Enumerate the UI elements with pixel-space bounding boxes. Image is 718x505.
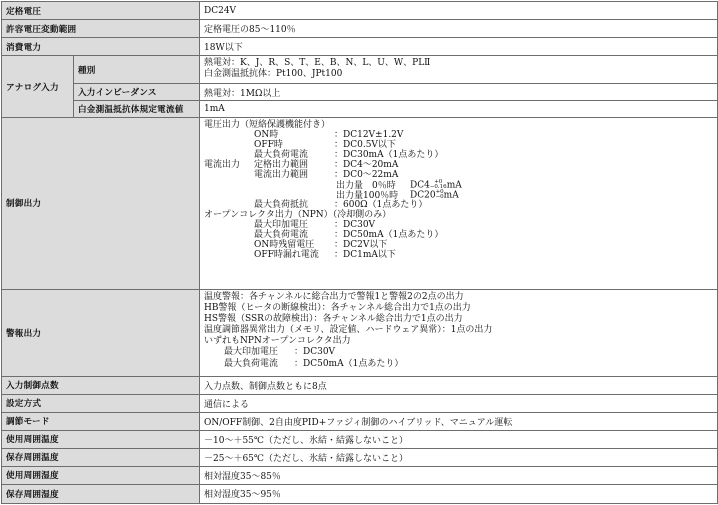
vmax-line	[204, 150, 717, 160]
op-temp-label: 使用周囲温度	[2, 430, 200, 448]
off-line	[204, 140, 717, 150]
on-label: ON時	[254, 130, 279, 141]
cur-range-value: ：DC4～20mA	[334, 160, 399, 171]
op-hum-label: 使用周囲湿度	[2, 466, 200, 484]
out0-sup: +0	[434, 179, 443, 186]
oc-off-label: OFF時漏れ電流	[254, 250, 319, 261]
st-hum-label: 保存周囲湿度	[2, 484, 200, 503]
power-label: 消費電力	[2, 38, 200, 56]
on-line	[204, 130, 717, 140]
row-allowable-range	[2, 20, 718, 38]
rtd-current-value: 1mA	[200, 101, 718, 118]
spec-table	[1, 1, 718, 504]
oc-off-value: ：DC1mA以下	[334, 250, 396, 261]
rated-voltage-label: 定格電圧	[2, 2, 200, 20]
alarm-max-i-value: ：DC50mA（1点あたり）	[294, 358, 404, 369]
row-control-output	[2, 118, 718, 289]
row-setting	[2, 394, 718, 412]
out100-sub: −0	[435, 194, 444, 201]
cur-out-line	[204, 170, 717, 180]
on-value: ：DC12V±1.2V	[334, 130, 404, 141]
out0-sub: −0.16	[429, 184, 447, 191]
cur-range-label: 定格出力範囲	[254, 160, 309, 171]
out100-suffix: mA	[443, 190, 459, 201]
out0-prefix: DC4	[410, 180, 430, 191]
alarm-max-v-value: ：DC30V	[294, 347, 336, 358]
row-rated-voltage	[2, 2, 718, 20]
mode-label: 調節モード	[2, 412, 200, 430]
row-power	[2, 38, 718, 56]
alarm-line: 温度警報：各チャンネルに総合出力で警報1と警報2の2点の出力	[204, 291, 464, 302]
rated-voltage-value: DC24V	[200, 2, 718, 20]
alarm-line: HS警報（SSRの故障検出）：各チャンネル総合出力で1点の出力	[204, 313, 463, 324]
current-output-header: 電流出力	[204, 160, 241, 171]
io-points-value: 入力点数、制御点数ともに8点	[200, 376, 718, 394]
oc-on-line	[204, 240, 717, 250]
oc-i-value: ：DC50mA（1点あたり）	[334, 230, 444, 241]
row-st-temp	[2, 448, 718, 466]
st-hum-value: 相対湿度35～95％	[200, 484, 718, 503]
oc-v-value: ：DC30V	[334, 220, 376, 231]
current-range-line	[204, 160, 717, 170]
analog-type-line: 熱電対：K、J、R、S、T、E、B、N、L、U、W、PLⅡ	[204, 58, 431, 69]
setting-value: 通信による	[200, 394, 718, 412]
row-mode	[2, 412, 718, 430]
mode-value: ON/OFF制御、2自由度PID+ファジィ制御のハイブリッド、マニュアル運転	[200, 412, 718, 430]
open-collector-header: オープンコレクタ出力（NPN）（冷却側のみ）	[204, 210, 392, 221]
out0-suffix: mA	[446, 180, 462, 191]
voltage-output-header: 電圧出力（短絡保護機能付き）	[204, 120, 331, 131]
vmax-label: 最大負荷電流	[254, 150, 309, 161]
out100-prefix: DC20	[410, 190, 436, 201]
allowable-range-value: 定格電圧の85～110％	[200, 20, 718, 38]
off-value: ：DC0.5V以下	[334, 140, 396, 151]
row-alarm-output	[2, 289, 718, 376]
analog-type-label: 種別	[74, 56, 200, 84]
alarm-output-value	[200, 289, 718, 376]
allowable-range-label: 許容電圧変動範囲	[2, 20, 200, 38]
analog-input-label: アナログ入力	[2, 56, 74, 118]
alarm-line: いずれもNPNオープンコレクタ出力	[204, 336, 351, 347]
oc-on-label: ON時残留電圧	[254, 240, 315, 251]
oc-on-value: ：DC2V以下	[334, 240, 388, 251]
alarm-line: HB警報（ヒータの断線検出）：各チャンネル総合出力で1点の出力	[204, 302, 471, 313]
vmax-value: ：DC30mA（1点あたり）	[334, 150, 444, 161]
row-st-hum	[2, 484, 718, 503]
out100-label: 出力量100％時	[336, 190, 399, 201]
oc-i-label: 最大負荷電流	[254, 230, 309, 241]
alarm-max-v-label: 最大印加電圧	[224, 347, 279, 358]
cur-out-value: ：DC0～22mA	[334, 170, 399, 181]
oc-v-line	[204, 220, 717, 230]
row-op-hum	[2, 466, 718, 484]
out0-line	[204, 180, 717, 190]
impedance-value: 熱電対：1MΩ以上	[200, 84, 718, 101]
row-op-temp	[2, 430, 718, 448]
row-analog-rtd-current	[2, 101, 718, 118]
io-points-label: 入力制御点数	[2, 376, 200, 394]
impedance-label: 入力インピーダンス	[74, 84, 200, 101]
alarm-max-v-line	[204, 347, 717, 358]
out100-tolerance	[436, 190, 444, 200]
out100-line	[204, 190, 717, 200]
power-value: 18W以下	[200, 38, 718, 56]
oc-v-label: 最大印加電圧	[254, 220, 309, 231]
off-label: OFF時	[254, 140, 283, 151]
row-analog-type	[2, 56, 718, 84]
oc-i-line	[204, 230, 717, 240]
setting-label: 設定方式	[2, 394, 200, 412]
rtd-current-label: 白金測温抵抗体規定電流値	[74, 101, 200, 118]
op-temp-value: －10～＋55℃（ただし、氷結・結露しないこと）	[200, 430, 718, 448]
analog-type-value	[200, 56, 718, 84]
control-output-value	[200, 118, 718, 289]
op-hum-value: 相対湿度35～85％	[200, 466, 718, 484]
load-line	[204, 200, 717, 210]
alarm-max-i-line	[204, 359, 717, 370]
alarm-max-i-label: 最大負荷電流	[224, 358, 279, 369]
row-io-points	[2, 376, 718, 394]
load-value: ：600Ω（1点あたり）	[334, 200, 428, 211]
out0-label: 出力量 0％時	[336, 180, 396, 191]
control-output-label: 制御出力	[2, 118, 200, 289]
oc-off-line	[204, 250, 717, 260]
alarm-line: 温度調節器異常出力（メモリ、設定値、ハードウェア異常）：1点の出力	[204, 325, 493, 336]
alarm-output-label: 警報出力	[2, 289, 200, 376]
cur-out-label: 電流出力範囲	[254, 170, 309, 181]
st-temp-label: 保存周囲温度	[2, 448, 200, 466]
st-temp-value: －25～＋65℃（ただし、氷結・結露しないこと）	[200, 448, 718, 466]
load-label: 最大負荷抵抗	[254, 200, 309, 211]
analog-type-line: 白金測温抵抗体：Pt100、JPt100	[204, 68, 343, 79]
out100-sup: +0	[435, 189, 444, 196]
row-analog-impedance	[2, 84, 718, 101]
